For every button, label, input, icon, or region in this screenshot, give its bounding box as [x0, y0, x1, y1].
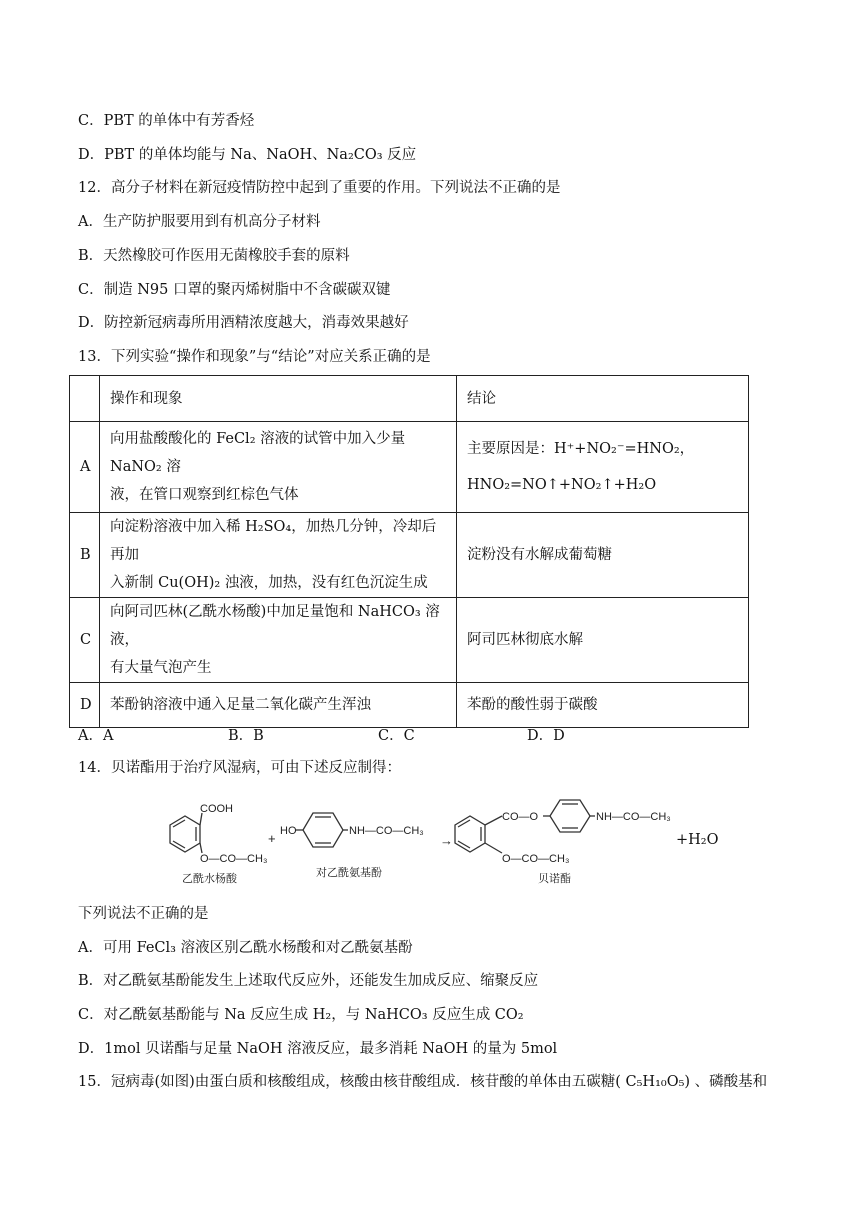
- q12-option-b: B．天然橡胶可作医用无菌橡胶手套的原料: [78, 248, 350, 264]
- row-operation: [100, 598, 457, 683]
- q14-option-a: A．可用 FeCl₃ 溶液区别乙酰水杨酸和对乙酰氨基酚: [78, 940, 413, 956]
- table-header-op: 操作和现象: [100, 376, 457, 422]
- q12-option-d: D．防控新冠病毒所用酒精浓度越大，消毒效果越好: [78, 315, 409, 331]
- option-c-pbt: C．PBT 的单体中有芳香烃: [78, 113, 255, 129]
- name-benorilate: 贝诺酯: [538, 873, 571, 885]
- row-operation-line: 向用盐酸酸化的 FeCl₂ 溶液的试管中加入少量 NaNO₂ 溶: [110, 431, 406, 475]
- benzene-ring-icon: [170, 813, 202, 853]
- row-label: B: [70, 513, 100, 598]
- q13-table: [69, 375, 749, 728]
- row-operation: [100, 513, 457, 598]
- reaction-arrow: →: [440, 833, 453, 848]
- ester-group-2: O—CO—CH₃: [502, 853, 570, 865]
- q12-option-c: C．制造 N95 口罩的聚丙烯树脂中不含碳碳双键: [78, 282, 391, 298]
- option-d-pbt: D．PBT 的单体均能与 Na、NaOH、Na₂CO₃ 反应: [78, 147, 417, 163]
- benzene-ring-icon: [455, 816, 502, 853]
- ester-link: CO—O: [502, 811, 539, 823]
- row-operation-line: 向阿司匹林(乙酰水杨酸)中加足量饱和 NaHCO₃ 溶液，: [110, 604, 440, 648]
- q14-stem: 下列说法不正确的是: [78, 906, 209, 922]
- row-operation-line: 入新制 Cu(OH)₂ 浊液，加热，没有红色沉淀生成: [110, 575, 428, 591]
- name-acetylsalicylic: 乙酰水杨酸: [182, 873, 237, 885]
- table-row: [70, 422, 749, 513]
- row-label: A: [70, 422, 100, 513]
- table-header-conclusion: 结论: [457, 376, 749, 422]
- table-header-blank: [70, 376, 100, 422]
- row-operation-line: 液，在管口观察到红棕色气体: [110, 487, 299, 503]
- plus-sign: +: [268, 831, 276, 846]
- cooh-group: COOH: [200, 803, 233, 815]
- q13-option-d: D．D: [527, 728, 565, 744]
- q14-option-b: B．对乙酰氨基酚能发生上述取代反应外，还能发生加成反应、缩聚反应: [78, 973, 539, 989]
- ester-group-1: O—CO—CH₃: [200, 853, 268, 865]
- name-paracetamol: 对乙酰氨基酚: [316, 867, 382, 879]
- row-conclusion: [457, 422, 749, 513]
- question-13: 13．下列实验“操作和现象”与“结论”对应关系正确的是: [78, 349, 431, 365]
- question-15: 15．冠病毒(如图)由蛋白质和核酸组成，核酸由核苷酸组成．核苷酸的单体由五碳糖( C₅H₁₀O₅) 、磷酸基和: [78, 1074, 768, 1090]
- benzene-ring-icon: [543, 800, 595, 832]
- q14-option-c: C．对乙酰氨基酚能与 Na 反应生成 H₂，与 NaHCO₃ 反应生成 CO₂: [78, 1007, 524, 1023]
- benzene-ring-icon: [296, 813, 348, 847]
- ho-group: HO: [280, 825, 297, 837]
- q13-option-b: B．B: [228, 728, 264, 744]
- question-14: 14．贝诺酯用于治疗风湿病，可由下述反应制得：: [78, 760, 401, 776]
- reaction-scheme: [150, 790, 730, 890]
- q12-option-a: A．生产防护服要用到有机高分子材料: [78, 214, 321, 230]
- amide-group: NH—CO—CH₃: [349, 825, 424, 837]
- row-operation-line: 有大量气泡产生: [110, 660, 212, 676]
- question-12: 12．高分子材料在新冠疫情防控中起到了重要的作用。下列说法不正确的是: [78, 180, 561, 196]
- row-label: D: [70, 683, 100, 728]
- table-row: [70, 513, 749, 598]
- row-operation: 苯酚钠溶液中通入足量二氧化碳产生浑浊: [100, 683, 457, 728]
- amide-group-2: NH—CO—CH₃: [596, 811, 671, 823]
- q14-option-d: D．1mol 贝诺酯与足量 NaOH 溶液反应，最多消耗 NaOH 的量为 5mol: [78, 1041, 558, 1057]
- row-conclusion: 淀粉没有水解成葡萄糖: [457, 513, 749, 598]
- row-operation-line: 向淀粉溶液中加入稀 H₂SO₄，加热几分钟，冷却后再加: [110, 519, 437, 563]
- table-header-row: [70, 376, 749, 422]
- row-conclusion-line: 主要原因是：H⁺+NO₂⁻=HNO₂，: [467, 441, 695, 457]
- water-product: +H₂O: [676, 832, 719, 848]
- row-conclusion: 苯酚的酸性弱于碳酸: [457, 683, 749, 728]
- row-label: C: [70, 598, 100, 683]
- table-row: [70, 683, 749, 728]
- row-conclusion-line: HNO₂=NO↑+NO₂↑+H₂O: [467, 477, 657, 493]
- q13-option-a: A．A: [78, 728, 114, 744]
- row-conclusion: 阿司匹林彻底水解: [457, 598, 749, 683]
- row-operation: [100, 422, 457, 513]
- q13-option-c: C．C: [378, 728, 415, 744]
- table-row: [70, 598, 749, 683]
